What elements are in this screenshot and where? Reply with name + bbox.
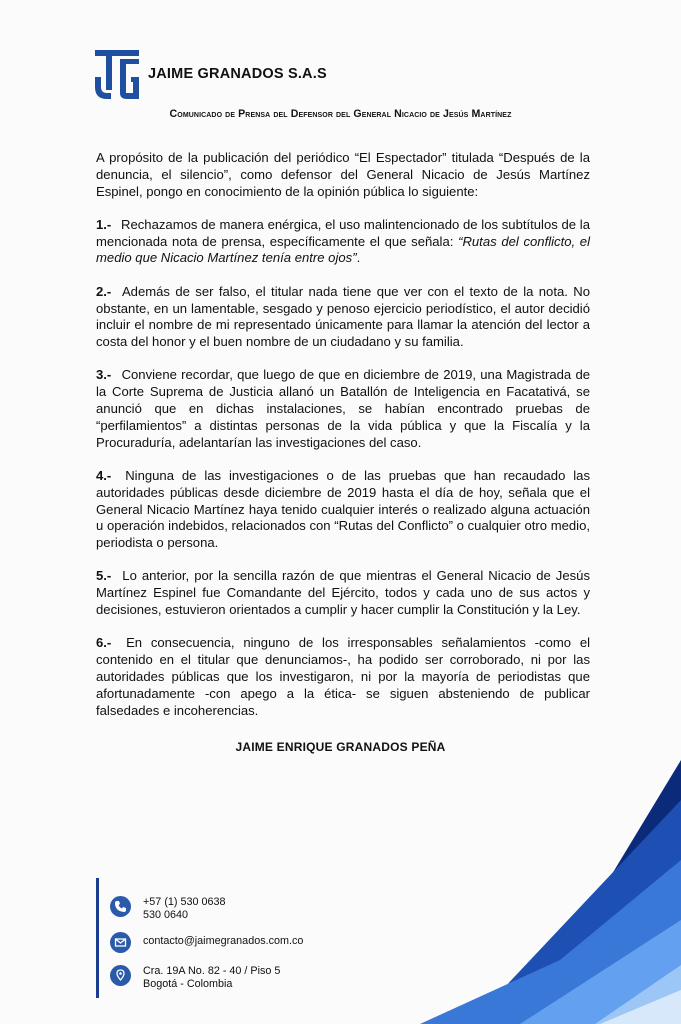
- phone-line-2: 530 0640: [143, 909, 189, 921]
- point-5: [96, 568, 590, 618]
- point-number: 5.-: [96, 568, 112, 584]
- point-text: Conviene recordar, que luego de que en diciembre de 2019, una Magistrada de la Corte Suprema de Justicia allanó un Batallón de Inteligencia en Facatativá, se anunció que en dichas instalaciones, se habían encontrado pruebas de “perfilamientos” a distintas personas de la vida pública y que la Fiscalía y la Procuraduría, adelantarían las investigaciones del caso.: [96, 367, 591, 450]
- address-line-1: Cra. 19A No. 82 - 40 / Piso 5: [143, 965, 281, 977]
- address-line-2: Bogotá - Colombia: [143, 978, 233, 990]
- point-text: Rechazamos de manera enérgica, el uso malintencionado de los subtítulos de la mencionada nota de prensa, específicamente el que señala:: [96, 216, 590, 249]
- signature-name: JAIME ENRIQUE GRANADOS PEÑA: [235, 740, 446, 754]
- point-3: [96, 367, 590, 451]
- intro-paragraph: A propósito de la publicación del periódico “El Espectador” titulada “Después de la denuncia, el silencio”, como defensor del General Nicacio de Jesús Martínez Espinel, pongo en conocimiento de la opinión pública lo siguiente:: [96, 150, 590, 199]
- point-2: [96, 284, 590, 351]
- letter-body: [96, 150, 590, 736]
- point-number: 2.-: [96, 283, 112, 299]
- point-number: 3.-: [96, 367, 112, 383]
- contact-email: [110, 932, 303, 953]
- point-tail: .: [356, 250, 361, 266]
- contact-phone: [110, 896, 226, 922]
- point-text: Ninguna de las investigaciones o de las pruebas que han recaudado las autoridades públicas desde diciembre de 2019 hasta el día de hoy, señala que el General Nicacio Martínez haya tenido cualquier interés o realizado alguna actuación u operación indebidos, relacionados con “Rutas del Conflicto” o cualquier otro medio, periodista o persona.: [96, 467, 591, 551]
- point-1: [96, 217, 590, 267]
- phone-line-1: +57 (1) 530 0638: [143, 896, 226, 908]
- contact-address: [110, 965, 280, 991]
- point-quote: “Rutas del conflicto, el medio que Nicacio Martínez tenía entre ojos”: [96, 233, 590, 266]
- press-release-title: Comunicado de Prensa del Defensor del General Nicacio de Jesús Martínez: [169, 108, 512, 120]
- email-address[interactable]: contacto@jaimegranados.com.co: [143, 935, 304, 947]
- point-text: Lo anterior, por la sencilla razón de que mientras el General Nicacio de Jesús Martínez Espinel fue Comandante del Ejército, todos y cada uno de sus actos y decisiones, estuvieron orientados a cumplir y hacer cumplir la Constitución y la Ley.: [96, 568, 590, 618]
- email-icon: [110, 932, 131, 953]
- footer-divider: [96, 878, 99, 998]
- point-text: Además de ser falso, el titular nada tiene que ver con el texto de la nota. No obstante, en un lamentable, sesgado y penoso ejercicio periodístico, el autor decidió incluir el nombre de mi representado únicamente para llamar la atención del lector a costa del honor y el buen nombre de un ciudadano y su familia.: [96, 283, 590, 350]
- point-number: 1.-: [96, 216, 112, 232]
- company-name: JAIME GRANADOS S.A.S: [148, 66, 327, 82]
- point-number: 6.-: [96, 635, 112, 651]
- jg-logo-icon: [93, 47, 143, 103]
- location-icon: [110, 965, 131, 986]
- point-4: [96, 468, 590, 552]
- point-text: En consecuencia, ninguno de los irresponsables señalamientos -como el contenido en el titular que denunciamos-, ha podido ser corroborado, ni por las autoridades públicas que los investigaron, ni por la mayoría de periodistas que afortunadamente -con apego a la ética- se siguen absteniendo de publicar falsedades e incoherencias.: [96, 635, 591, 718]
- point-6: [96, 635, 590, 719]
- point-number: 4.-: [96, 467, 112, 483]
- phone-icon: [110, 896, 131, 917]
